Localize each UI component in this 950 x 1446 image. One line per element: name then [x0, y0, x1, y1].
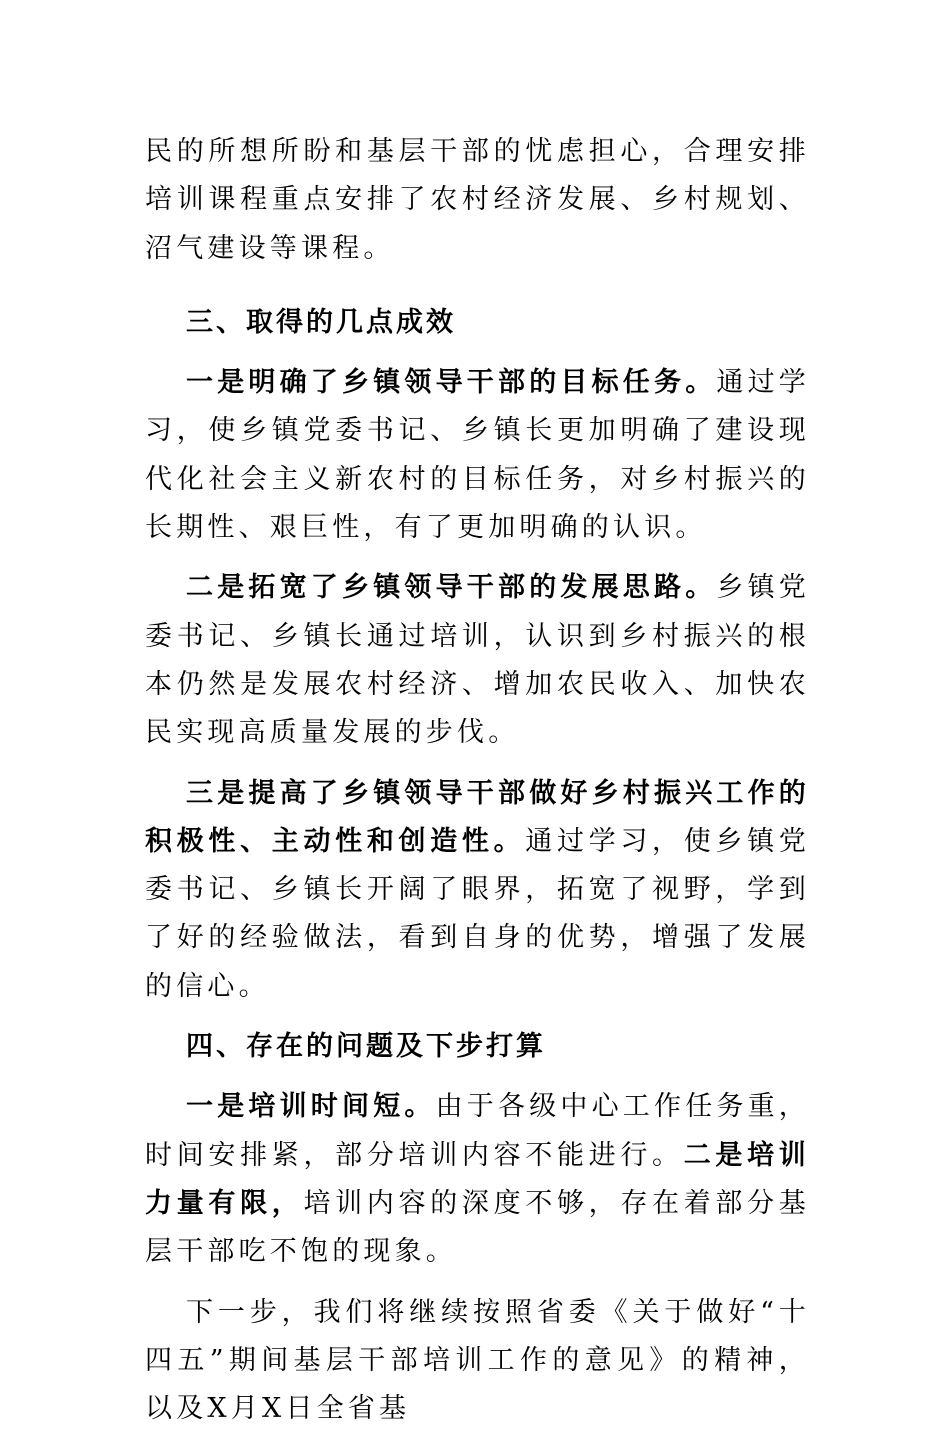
problem-2-lead: 二是培训力量有限，: [145, 1139, 810, 1219]
achievement-item-3-body: 通过学习，使乡镇党委书记、乡镇长开阔了眼界，拓宽了视野，学到了好的经验做法，看到自身的优势，增强了发展的信心。: [145, 825, 810, 1002]
problem-1-lead: 一是培训时间短。: [186, 1091, 436, 1123]
section-heading-achievements: 三、取得的几点成效: [186, 306, 456, 338]
problem-2-body: 培训内容的深度不够，存在着部分基层干部吃不饱的现象。: [145, 1187, 811, 1268]
achievement-item-2: [145, 564, 810, 757]
problems-paragraph: [145, 1083, 810, 1276]
achievement-item-1-lead: 一是明确了乡镇领导干部的目标任务。: [186, 367, 717, 399]
next-step-paragraph: 下一步，我们将继续按照省委《关于做好“十四五”期间基层干部培训工作的意见》的精神，以及X月X日全省基: [145, 1296, 810, 1425]
document-page: [145, 128, 810, 1446]
achievement-item-1: [145, 359, 810, 552]
achievement-item-3-lead: 三是提高了乡镇领导干部做好乡村振兴工作的积极性、主动性和创造性。: [145, 777, 810, 857]
intro-paragraph: 民的所想所盼和基层干部的忧虑担心，合理安排培训课程重点安排了农村经济发展、乡村规划、沼气建设等课程。: [145, 136, 810, 264]
achievement-item-1-body: 通过学习，使乡镇党委书记、乡镇长更加明确了建设现代化社会主义新农村的目标任务，对乡村振兴的长期性、艰巨性，有了更加明确的认识。: [145, 367, 811, 544]
problem-1-body: 由于各级中心工作任务重，时间安排紧，部分培训内容不能进行。: [145, 1091, 811, 1171]
achievement-item-3: [145, 770, 810, 1011]
section-heading-problems: 四、存在的问题及下步打算: [186, 1031, 546, 1063]
achievement-item-2-body: 乡镇党委书记、乡镇长通过培训，认识到乡村振兴的根本仍然是发展农村经济、增加农民收入、加快农民实现高质量发展的步伐。: [145, 572, 811, 749]
achievement-item-2-lead: 二是拓宽了乡镇领导干部的发展思路。: [186, 572, 717, 604]
